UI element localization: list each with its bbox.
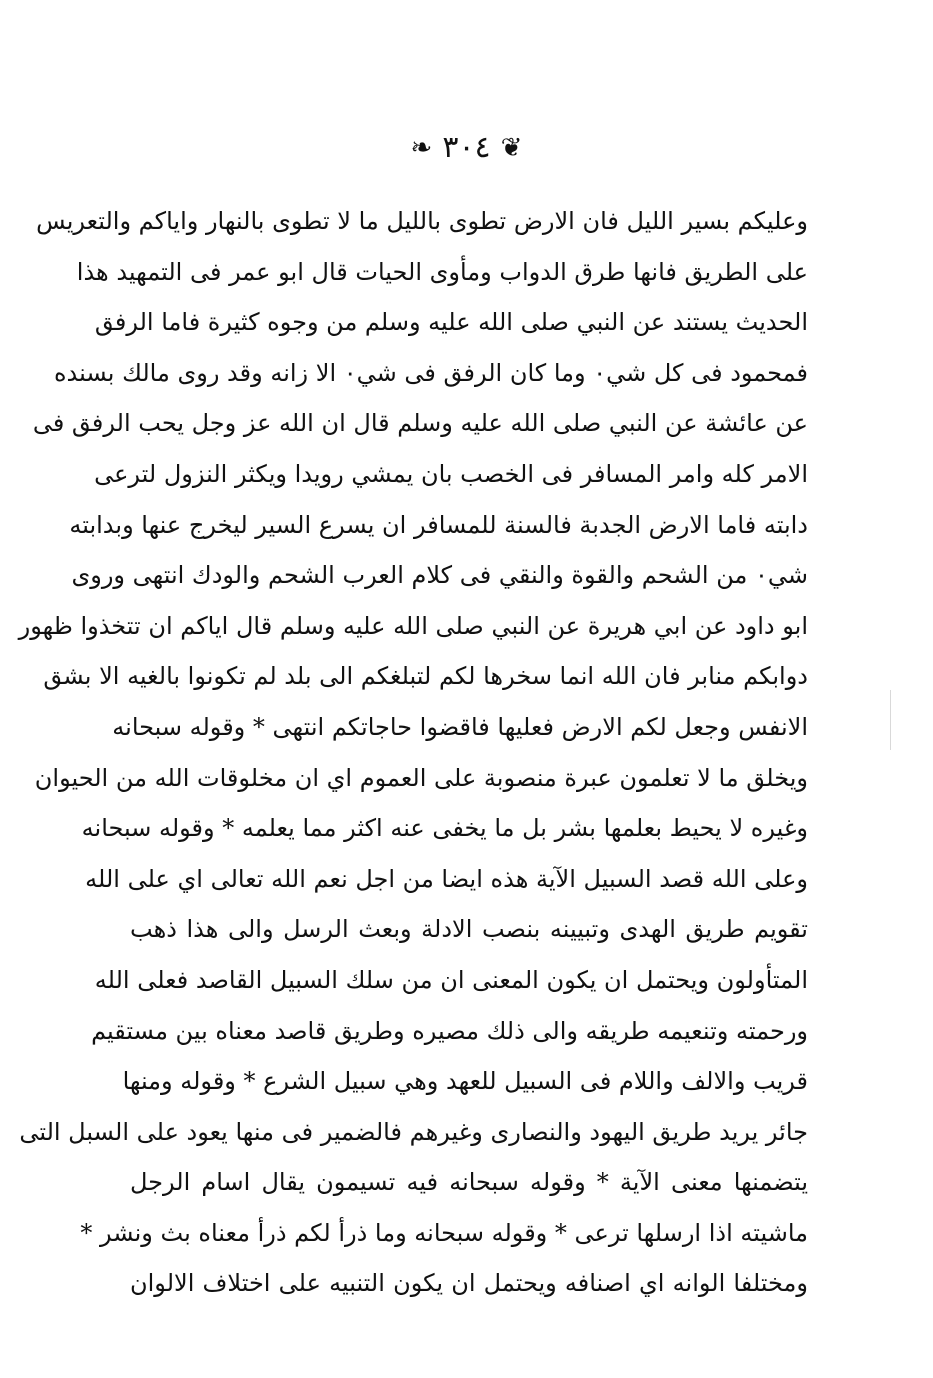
text-line: ابو داود عن ابي هريرة عن النبي صلى الله عليه وسلم قال اياكم ان تتخذوا ظهور — [18, 611, 808, 640]
text-line: ماشيته اذا ارسلها ترعى * وقوله سبحانه وما ذرأ لكم ذرأ معناه بث ونشر * — [80, 1218, 808, 1247]
text-line: الانفس وجعل لكم الارض فعليها فاقضوا حاجاتكم انتهى * وقوله سبحانه — [112, 712, 808, 741]
text-line: جائر يريد طريق اليهود والنصارى وغيرهم فالضمير فى منها يعود على السبل التى — [19, 1117, 808, 1146]
text-line: ويخلق ما لا تعلمون عبرة منصوبة على العموم اي ان مخلوقات الله من الحيوان — [34, 763, 808, 792]
text-line: يتضمنها معنى الآية * وقوله سبحانه فيه تسيمون يقال اسام الرجل — [130, 1168, 808, 1197]
ornament-right-icon: ❦ — [500, 133, 523, 163]
text-line: دابته فاما الارض الجدبة فالسنة للمسافر ان يسرع السير ليخرج عنها وبدابته — [69, 510, 808, 539]
page-number: ٣٠٤ — [442, 130, 491, 165]
page-header — [0, 120, 933, 176]
text-line: تقويم طريق الهدى وتبيينه بنصب الادلة وبعث الرسل والى هذا ذهب — [130, 915, 808, 944]
text-line: وعليكم بسير الليل فان الارض تطوى بالليل ما لا تطوى بالنهار واياكم والتعريس — [36, 207, 808, 235]
text-line: على الطريق فانها طرق الدواب ومأوى الحيات قال ابو عمر فى التمهيد هذا — [76, 257, 808, 286]
margin-mark — [890, 690, 891, 750]
text-line: المتأولون ويحتمل ان يكون المعنى ان من سلك السبيل القاصد فعلى الله — [94, 965, 808, 994]
text-line: شي٠ من الشحم والقوة والنقي فى كلام العرب الشحم والودك انتهى وروى — [71, 561, 808, 590]
body-text — [18, 196, 808, 1309]
text-line: الحديث يستند عن النبي صلى الله عليه وسلم من وجوه كثيرة فاما الرفق — [94, 308, 808, 337]
text-line: وغيره لا يحيط بعلمها بشر بل ما يخفى عنه اكثر مما يعلمه * وقوله سبحانه — [81, 814, 808, 843]
text-line: ومختلفا الوانه اي اصنافه ويحتمل ان يكون التنبيه على اختلاف الالوان — [130, 1269, 808, 1298]
text-line: ورحمته وتنعيمه طريقه والى ذلك مصيره وطريق قاصد معناه بين مستقيم — [91, 1016, 808, 1045]
text-line: فمحمود فى كل شي٠ وما كان الرفق فى شي٠ الا زانه وقد روى مالك بسنده — [53, 358, 808, 387]
text-line: دوابكم منابر فان الله انما سخرها لكم لتبلغكم الى بلد لم تكونوا بالغيه الا بشق — [43, 662, 808, 691]
text-line: قريب والالف واللام فى السبيل للعهد وهي سبيل الشرع * وقوله ومنها — [122, 1067, 808, 1096]
text-line: عن عائشة عن النبي صلى الله عليه وسلم قال ان الله عز وجل يحب الرفق فى — [32, 409, 808, 438]
text-line: الامر كله وامر المسافر فى الخصب بان يمشي رويدا ويكثر النزول لترعى — [94, 459, 808, 488]
text-line: وعلى الله قصد السبيل الآية هذه ايضا من اجل نعم الله تعالى اي على الله — [85, 864, 808, 893]
ornament-left-icon: ❧ — [410, 133, 433, 163]
